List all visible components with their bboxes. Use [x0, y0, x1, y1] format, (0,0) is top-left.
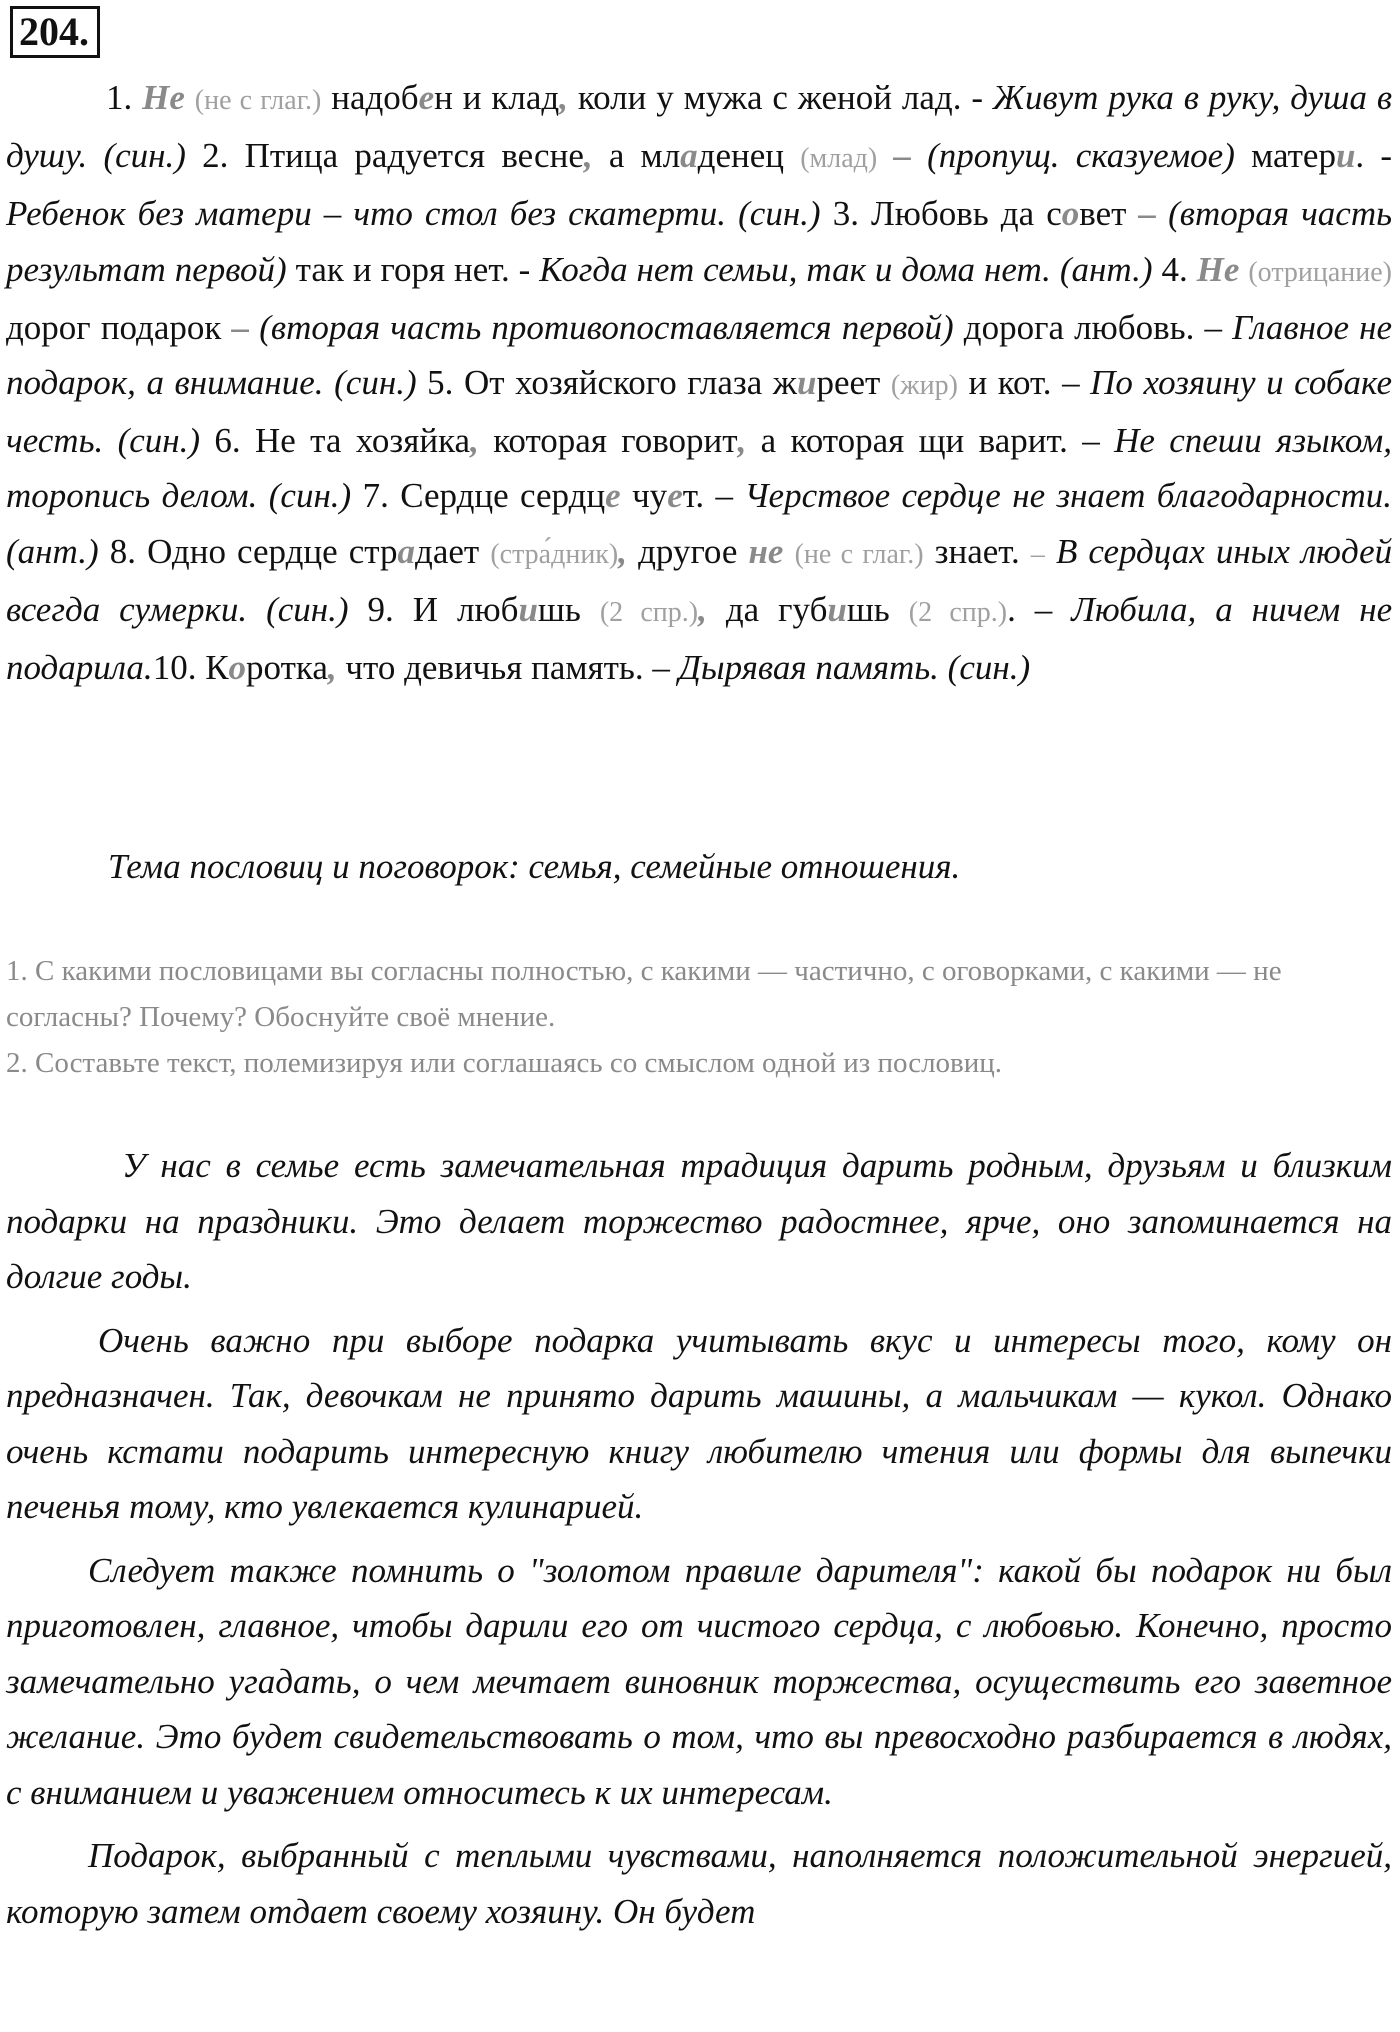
proverb-2-synonym: Ребенок без матери – что стол без скатерти. (син.) — [6, 194, 821, 234]
proverb-2-part: . - — [1355, 136, 1393, 176]
proverb-9-highlight: и — [518, 589, 538, 629]
proverb-2-comma: , — [583, 136, 593, 176]
proverb-8-highlight: а — [397, 531, 416, 571]
proverb-6-part: а которая щи варит. — [760, 421, 1068, 461]
theme-line — [6, 842, 1392, 892]
proverb-4-note-2: (вторая часть противопоставляется первой) — [259, 307, 954, 347]
proverb-6-part: которая говорит — [493, 421, 738, 461]
proverb-5-note: (жир) — [890, 370, 958, 402]
essay-paragraph — [6, 1138, 1392, 1305]
proverb-3-antonym: Когда нет семьи, так и дома нет. (ант.) — [539, 249, 1153, 289]
essay-block — [6, 1138, 1392, 1947]
proverb-10-highlight: о — [228, 648, 247, 688]
proverb-9-part: шь — [846, 589, 890, 629]
proverb-5-number: 5. — [427, 363, 454, 403]
proverb-9-part: да губ — [725, 589, 828, 629]
proverb-1-number: 1. — [106, 78, 133, 117]
proverb-9-note: (2 спр.) — [599, 596, 699, 628]
proverb-9-part: шь — [537, 589, 581, 629]
proverb-8-synonym: В сердцах иных людей всегда сумерки. (син.) — [6, 531, 1393, 629]
proverb-3-number: 3. — [832, 194, 859, 234]
proverb-4-number: 4. — [1161, 249, 1188, 289]
proverb-2-note: (млад) — [800, 143, 878, 175]
proverb-2-part: а мл — [608, 136, 681, 176]
tasks-block — [6, 948, 1392, 1086]
proverb-3-part: так и горя нет. - — [295, 249, 531, 289]
proverb-1-ne: Не — [142, 78, 185, 117]
proverb-3-note: (вторая часть результат первой) — [6, 194, 1393, 289]
proverb-8-number: 8. — [109, 531, 136, 571]
proverb-8-ne: не — [748, 531, 784, 571]
proverb-6-synonym: – Не спеши языком, торопись делом. (син.) — [6, 421, 1392, 516]
proverb-7-highlight: е — [605, 476, 621, 516]
proverb-1-comma: , — [559, 78, 568, 117]
proverb-8-part: дает — [415, 531, 480, 571]
proverb-5-part: От хозяйского глаза ж — [464, 363, 797, 403]
proverb-6-comma: , — [470, 421, 479, 461]
essay-paragraph — [6, 1543, 1392, 1821]
proverb-5-part: и кот. — [968, 363, 1052, 403]
proverb-8-note: (стра́дник) — [490, 538, 619, 570]
proverb-10-part: ротка — [246, 648, 328, 688]
proverb-7-highlight-2: е — [667, 476, 683, 516]
exercise-number — [10, 6, 100, 58]
proverb-8-part: знает. — [934, 531, 1020, 571]
proverb-10-part: что девичья память. — [345, 648, 644, 688]
proverb-5-part: реет — [816, 363, 881, 403]
proverb-5-highlight: и — [797, 363, 817, 403]
proverb-4-dash: – — [231, 307, 250, 347]
proverb-9-number: 9. — [367, 589, 394, 629]
proverb-4-note: (отрицание) — [1248, 256, 1393, 288]
essay-paragraph — [6, 1313, 1392, 1535]
proverb-9-comma: , — [698, 589, 707, 629]
proverb-1-part: надоб — [331, 78, 419, 117]
proverb-1-highlight: е — [418, 78, 435, 117]
proverb-4-synonym: – Главное не подарок, а внимание. (син.) — [6, 307, 1393, 403]
proverb-2-highlight-2: и — [1335, 136, 1356, 176]
proverb-6-number: 6. — [214, 421, 241, 461]
proverb-4-part: дорога любовь. — [963, 307, 1195, 347]
proverb-7-number: 7. — [362, 476, 389, 516]
proverb-8-part: другое — [638, 531, 738, 571]
proverb-3-part: Любовь да с — [871, 194, 1062, 234]
proverb-9-note-2: (2 спр.) — [908, 596, 1008, 628]
proverbs-block — [6, 70, 1392, 695]
task-item: 1. С какими пословицами вы согласны полностью, с какими — частично, с оговорками, с какими — не согласны? Почему? Обоснуйте своё мнение. — [6, 955, 1282, 1033]
proverb-8-note-2: (не с глаг.) — [794, 538, 924, 570]
proverb-5-synonym: – По хозяину и собаке честь. (син.) — [6, 363, 1393, 461]
proverb-3-dash: – — [1138, 194, 1157, 234]
proverb-7-part: чу — [632, 476, 668, 516]
proverb-2-dash: – — [893, 136, 911, 176]
proverb-4-part: дорог подарок — [6, 307, 222, 347]
proverb-10-synonym: – Дырявая память. (син.) — [652, 648, 1031, 688]
exercise-number-text: 204 — [19, 9, 79, 54]
essay-paragraph-text: Следует также помнить о "золотом правиле дарителя": какой бы подарок ни был приготовлен, главное, чтобы дарили его от чистого сердца, с любовью. Конечно, просто замечательно угадать, о чем мечтает виновник торжества, осуществить его заветное желание. Это будет свидетельствовать о том, что вы превосходно разбирается в людях, с вниманием и уважением относитесь к их интересам. — [6, 1550, 1392, 1812]
proverb-8-dash: – — [1030, 538, 1045, 570]
proverb-2-highlight: а — [680, 136, 698, 176]
theme-text: Тема пословиц и поговорок: семья, семейные отношения. — [108, 847, 961, 886]
proverb-6-part: Не та хозяйка — [255, 421, 471, 461]
proverb-9-part: . — [1007, 589, 1016, 629]
proverb-7-part: т. — [682, 476, 705, 516]
proverb-1-part: коли у мужа с женой лад. - — [577, 78, 983, 117]
proverb-9-part: И люб — [412, 589, 519, 629]
proverb-2-part: Птица радуется весне — [244, 136, 584, 176]
proverb-9-highlight-2: и — [827, 589, 847, 629]
proverb-1-antonym: Живут рука в руку, душа в душу. (син.) — [6, 78, 1393, 176]
proverb-3-highlight: о — [1061, 194, 1080, 234]
proverb-8-comma: , — [618, 531, 627, 571]
proverb-7-part: Сердце сердц — [400, 476, 606, 516]
proverb-2-note-2: (пропущ. сказуемое) — [927, 136, 1235, 176]
proverb-10-number: 10. — [152, 648, 197, 688]
proverb-8-part: Одно сердце стр — [147, 531, 398, 571]
proverb-6-comma-2: , — [737, 421, 747, 461]
proverb-2-part: денец — [697, 136, 785, 176]
essay-paragraph-text: Подарок, выбранный с теплыми чувствами, наполняется положительной энергией, которую затем отдает своему хозяину. Он будет — [6, 1836, 1392, 1931]
proverb-7-antonym: – Черствое сердце не знает благодарности. (ант.) — [6, 476, 1392, 571]
proverb-9-synonym: – Любила, а ничем не подарила. — [6, 589, 1393, 688]
essay-paragraph — [6, 1828, 1392, 1939]
proverb-10-part: К — [205, 648, 229, 688]
proverb-1-note: (не с глаг.) — [194, 85, 322, 116]
task-item: 2. Составьте текст, полемизируя или соглашаясь со смыслом одной из пословиц. — [6, 1047, 1003, 1079]
proverb-1-part: н и клад — [434, 78, 560, 117]
essay-paragraph-text: У нас в семье есть замечательная традиция дарить родным, друзьям и близким подарки на праздники. Это делает торжество радостнее, ярче, оно запоминается на долгие годы. — [6, 1146, 1392, 1296]
proverb-3-part: вет — [1079, 194, 1127, 234]
essay-paragraph-text: Очень важно при выборе подарка учитывать вкус и интересы того, кому он предназначен. Так, девочкам не принято дарить машины, а мальчикам — кукол. Однако очень кстати подарить интересную книгу любителю чтения или формы для выпечки печенья тому, кто увлекается кулинарией. — [6, 1320, 1392, 1526]
proverb-2-number: 2. — [202, 136, 229, 176]
proverb-4-ne: Не — [1196, 249, 1240, 289]
proverb-10-comma: , — [327, 648, 337, 688]
proverb-2-part: матер — [1251, 136, 1336, 176]
